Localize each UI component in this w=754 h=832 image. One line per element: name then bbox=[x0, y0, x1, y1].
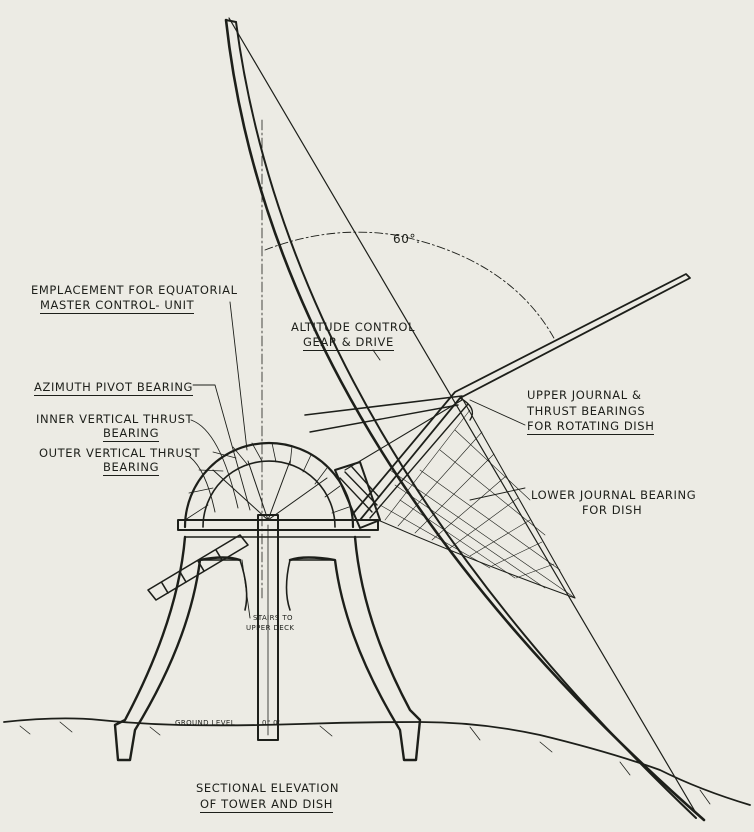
inner-thrust-label-line2: BEARING bbox=[103, 426, 160, 440]
caption-line1: SECTIONAL ELEVATION bbox=[196, 781, 340, 795]
ground-hatch bbox=[20, 722, 710, 804]
dish-tip bbox=[226, 20, 236, 22]
altitude-label-line1: ALTITUDE CONTROL bbox=[291, 320, 416, 334]
right-outer-leg bbox=[290, 537, 420, 760]
upper-journal-label-line2: THRUST BEARINGS bbox=[527, 404, 646, 418]
stairs-label-line2: UPPER DECK bbox=[246, 624, 295, 632]
outer-thrust-label-line2: BEARING bbox=[103, 460, 160, 474]
lattice-mesh bbox=[380, 410, 575, 598]
strut-hub bbox=[345, 400, 462, 470]
ground-level-suffix: 0" 0' bbox=[262, 719, 281, 727]
upper-journal-label-line3: FOR ROTATING DISH bbox=[527, 419, 655, 433]
left-inner-leg bbox=[200, 560, 247, 610]
upper-journal-label-line1: UPPER JOURNAL & bbox=[527, 388, 642, 402]
altitude-label-line2: GEAR & DRIVE bbox=[303, 335, 394, 349]
dome-truss bbox=[185, 443, 349, 520]
caption-line2: OF TOWER AND DISH bbox=[200, 797, 334, 811]
lower-journal-label-line2: FOR DISH bbox=[582, 503, 643, 517]
angle-label: 60°. bbox=[393, 232, 421, 246]
emplacement-label-line2: MASTER CONTROL- UNIT bbox=[40, 298, 195, 312]
altitude-gear-block bbox=[335, 462, 380, 528]
right-inner-leg bbox=[287, 560, 336, 610]
inner-thrust-label-line1: INNER VERTICAL THRUST bbox=[36, 412, 194, 426]
dome-spokes bbox=[213, 461, 327, 520]
azimuth-label: AZIMUTH PIVOT BEARING bbox=[34, 380, 194, 394]
stairs-label-line1: STAIRS TO bbox=[253, 614, 293, 622]
emplacement-label-line1: EMPLACEMENT FOR EQUATORIAL bbox=[31, 283, 238, 297]
ground-level-label: GROUND LEVEL bbox=[175, 719, 236, 727]
outer-thrust-label-line1: OUTER VERTICAL THRUST bbox=[39, 446, 201, 460]
lower-journal-label-line1: LOWER JOURNAL BEARING bbox=[531, 488, 697, 502]
boom-rim bbox=[460, 398, 472, 420]
